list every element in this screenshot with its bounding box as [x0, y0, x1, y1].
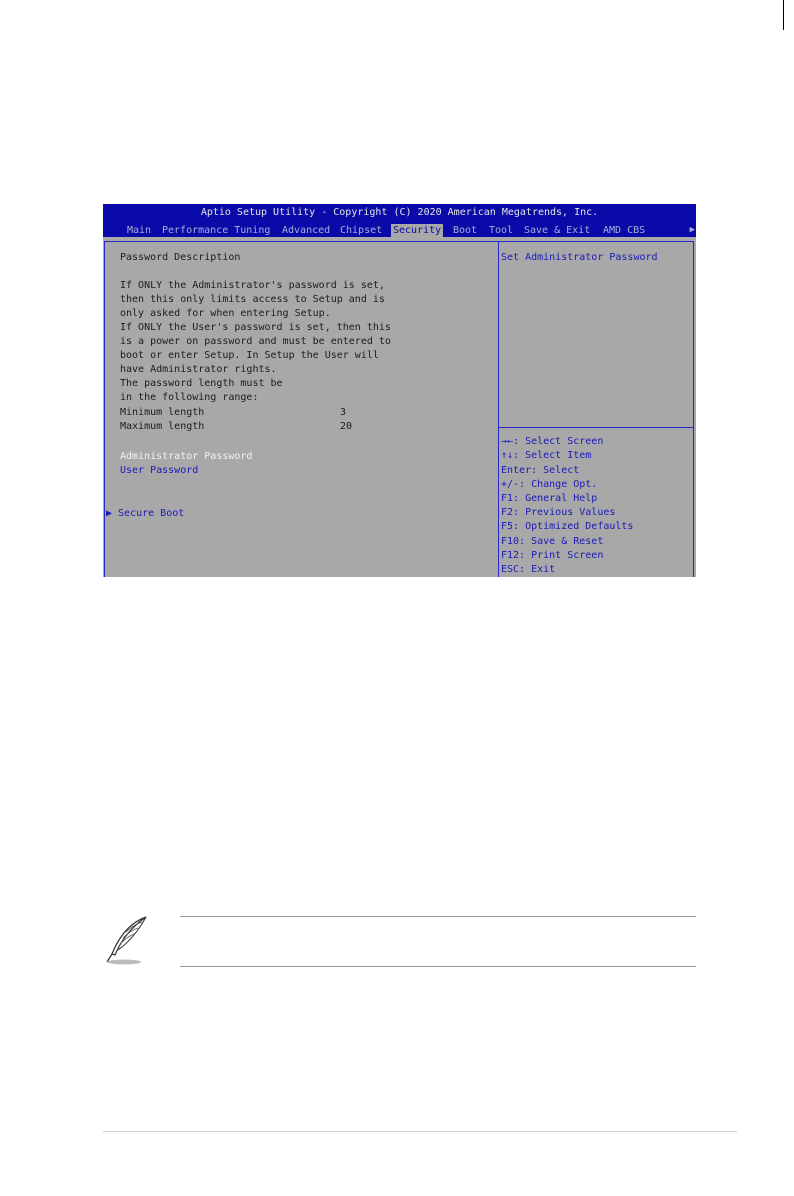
tab-performance-tuning[interactable]: Performance Tuning — [162, 225, 271, 236]
description-line: The password length must be — [120, 378, 283, 389]
description-line: is a power on password and must be entered to — [120, 336, 391, 347]
description-line: If ONLY the Administrator's password is set, — [120, 280, 385, 291]
minimum-length-value: 3 — [340, 407, 347, 418]
tab-amd-cbs[interactable]: AMD CBS — [603, 225, 646, 236]
key-hint: ESC: Exit — [501, 564, 556, 575]
footer-rule — [103, 1131, 737, 1132]
key-hint: F5: Optimized Defaults — [501, 521, 634, 532]
key-hint: →←: Select Screen — [501, 436, 604, 447]
help-divider — [499, 427, 693, 428]
key-hint: Enter: Select — [501, 465, 580, 476]
tab-tool[interactable]: Tool — [489, 225, 514, 236]
description-line: in the following range: — [120, 392, 259, 403]
description-line: only asked for when entering Setup. — [120, 308, 331, 319]
note-top-rule — [180, 916, 696, 917]
note-bottom-rule — [180, 966, 696, 967]
tab-save-exit[interactable]: Save & Exit — [524, 225, 591, 236]
description-line: then this only limits access to Setup and is — [120, 294, 385, 305]
description-line: boot or enter Setup. In Setup the User will — [120, 350, 379, 361]
tab-main[interactable]: Main — [127, 225, 152, 236]
maximum-length-label: Maximum length — [120, 421, 205, 432]
user-password-item[interactable]: User Password — [120, 465, 199, 476]
crop-mark — [783, 0, 784, 30]
key-hint: F2: Previous Values — [501, 507, 616, 518]
password-description-heading: Password Description — [120, 252, 241, 263]
secure-boot-submenu[interactable]: ▶ Secure Boot — [106, 508, 185, 519]
feather-pen-icon — [102, 914, 152, 970]
description-line: have Administrator rights. — [120, 364, 277, 375]
bios-menubar — [103, 224, 696, 237]
tab-boot[interactable]: Boot — [453, 225, 478, 236]
key-hint: F12: Print Screen — [501, 550, 604, 561]
help-text: Set Administrator Password — [501, 252, 658, 263]
key-hint: ↑↓: Select Item — [501, 450, 592, 461]
maximum-length-value: 20 — [340, 421, 353, 432]
key-hint: F1: General Help — [501, 493, 598, 504]
panel-divider — [498, 241, 499, 577]
bios-title: Aptio Setup Utility - Copyright (C) 2020 American Megatrends, Inc. — [200, 207, 599, 218]
key-hint: F10: Save & Reset — [501, 536, 604, 547]
menu-more-arrow-icon[interactable]: ▶ — [689, 225, 695, 235]
tab-chipset[interactable]: Chipset — [340, 225, 383, 236]
bios-titlebar — [103, 204, 696, 224]
description-line: If ONLY the User's password is set, then this — [120, 322, 391, 333]
key-hint: +/-: Change Opt. — [501, 479, 598, 490]
administrator-password-item[interactable]: Administrator Password — [120, 451, 253, 462]
tab-security[interactable]: Security — [393, 225, 442, 236]
bios-setup-screenshot — [103, 204, 696, 577]
minimum-length-label: Minimum length — [120, 407, 205, 418]
tab-advanced[interactable]: Advanced — [282, 225, 331, 236]
